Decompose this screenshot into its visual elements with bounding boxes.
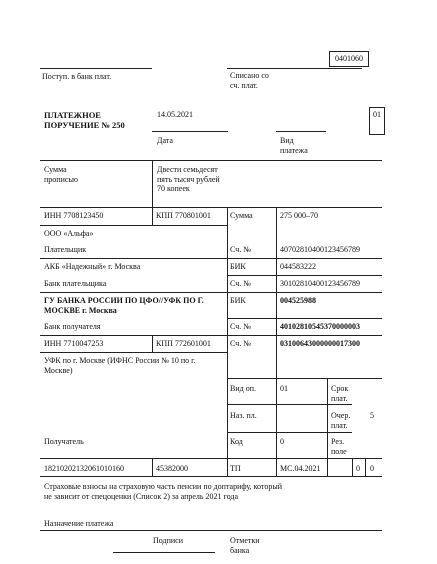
grid-line-payee-bottom (40, 458, 382, 459)
order-value: 5 (370, 411, 374, 420)
payee-bank-label: Банк получателя (44, 322, 101, 331)
grid-line-payee-inn-bottom (40, 352, 227, 353)
debited-label: Списано со сч. плат. (230, 71, 269, 90)
date-line (152, 131, 228, 132)
signatures-label: Подписи (153, 536, 184, 545)
grid-line-payee-account-bottom (227, 378, 382, 379)
grid-line-payer-label-bottom (40, 258, 382, 259)
amount-words-value: Двести семьдесят пять тысяч рублей 70 копеек (157, 165, 220, 194)
grid-line-tax-bottom (40, 476, 382, 477)
code-value: 0 (280, 437, 284, 446)
order-label: Очер. плат. (331, 411, 351, 430)
payee-inn: ИНН 7710047253 (44, 339, 104, 348)
grid-vline-main-right (276, 207, 277, 476)
payee-bik-label: БИК (230, 296, 246, 305)
date-label: Дата (157, 136, 173, 145)
grid-line-inn-top (40, 207, 382, 208)
res-label: Рез. поле (331, 437, 347, 456)
payer-bik-label: БИК (230, 262, 246, 271)
grid-line-payer-name-top (40, 225, 227, 226)
form-code-box (329, 51, 369, 67)
grid-vline-amount-words (152, 160, 153, 207)
payer-label: Плательщик (44, 245, 87, 254)
payer-name: ООО «Альфа» (44, 229, 94, 238)
tax-basis: ТП (230, 464, 241, 473)
payee-account: 03100643000000017300 (280, 339, 360, 348)
payer-account-label: Сч. № (230, 245, 251, 254)
bank-marks-label: Отметки банка (230, 536, 260, 555)
code-label: Код (230, 437, 243, 446)
signature-line (113, 552, 215, 553)
status-box (369, 107, 385, 135)
payment-purpose-text: Страховые взносы на страховую часть пенсии по доптарифу, который не зависит от спецоценки (Список 2) за апрель 2021 года (44, 482, 282, 501)
payee-name: УФК по г. Москве (ИФНС России № 10 по г. Москве) (44, 356, 196, 375)
grid-vline-tax-3 (352, 458, 353, 476)
form-code: 0401060 (335, 54, 363, 63)
tax-kbk: 18210202132061010160 (44, 464, 124, 473)
amount-words-label: Сумма прописью (44, 165, 79, 184)
payee-bik: 004525988 (280, 296, 316, 305)
op-type-label: Вид оп. (230, 384, 256, 393)
status-code: 01 (373, 110, 381, 119)
payer-bank-label: Банк плательщика (44, 279, 107, 288)
payee-account-label: Сч. № (230, 339, 251, 348)
grid-line-purpose-bottom (40, 530, 382, 531)
payer-bank-name: АКБ «Надежный» г. Москва (44, 262, 141, 271)
grid-line-payee-bank-mid (227, 318, 382, 319)
title-text: ПЛАТЕЖНОЕ ПОРУЧЕНИЕ № (44, 110, 110, 131)
grid-vline-tax-1 (152, 458, 153, 476)
document-title (44, 110, 154, 130)
payer-bank-account: 30102810400123456789 (280, 279, 360, 288)
tax-oktmo: 45382000 (156, 464, 188, 473)
date-value: 14.05.2021 (157, 110, 193, 119)
amount-label: Сумма (230, 211, 253, 220)
payee-bank-account: 40102810545370000003 (280, 322, 360, 331)
amount-value: 275 000–70 (280, 211, 318, 220)
purpose-code-label: Наз. пл. (230, 411, 257, 420)
tax-doc-date: 0 (370, 464, 374, 473)
payer-inn: ИНН 7708123450 (44, 211, 104, 220)
grid-vline-tax-4 (365, 458, 366, 476)
payer-bank-account-label: Сч. № (230, 279, 251, 288)
grid-vline-op-block (327, 378, 328, 476)
tax-doc-number: 0 (356, 464, 360, 473)
term-label: Срок плат. (331, 384, 349, 403)
op-type-value: 01 (280, 384, 288, 393)
received-date-line (40, 68, 152, 69)
amount-words-top-line (40, 160, 382, 161)
grid-vline-main-left (227, 207, 228, 476)
document-number: 250 (112, 120, 125, 131)
grid-vline-payer-inn (152, 207, 153, 225)
grid-line-op-row-1 (227, 404, 352, 405)
grid-line-payer-bank-bottom (40, 292, 382, 293)
payee-bank-name: ГУ БАНКА РОССИИ ПО ЦФО//УФК ПО Г. МОСКВЕ г. Москва (44, 296, 204, 315)
payee-kpp: КПП 772601001 (156, 339, 211, 348)
debited-date-line (227, 68, 362, 69)
payer-kpp: КПП 770801001 (156, 211, 211, 220)
payer-account: 40702810400123456789 (280, 245, 360, 254)
payer-bik: 044583222 (280, 262, 316, 271)
payment-purpose-label: Назначение платежа (44, 519, 114, 528)
payee-label: Получатель (44, 437, 84, 446)
payee-bank-account-label: Сч. № (230, 322, 251, 331)
grid-line-op-row-2 (227, 432, 352, 433)
grid-line-payer-bank-mid (227, 275, 382, 276)
tax-period: МС.04.2021 (280, 464, 321, 473)
grid-line-payee-bank-bottom (40, 335, 382, 336)
payment-type-line (276, 131, 326, 132)
received-label: Поступ. в банк плат. (42, 72, 112, 81)
grid-vline-payee-inn (152, 335, 153, 352)
payment-type-label: Вид платежа (280, 136, 308, 155)
